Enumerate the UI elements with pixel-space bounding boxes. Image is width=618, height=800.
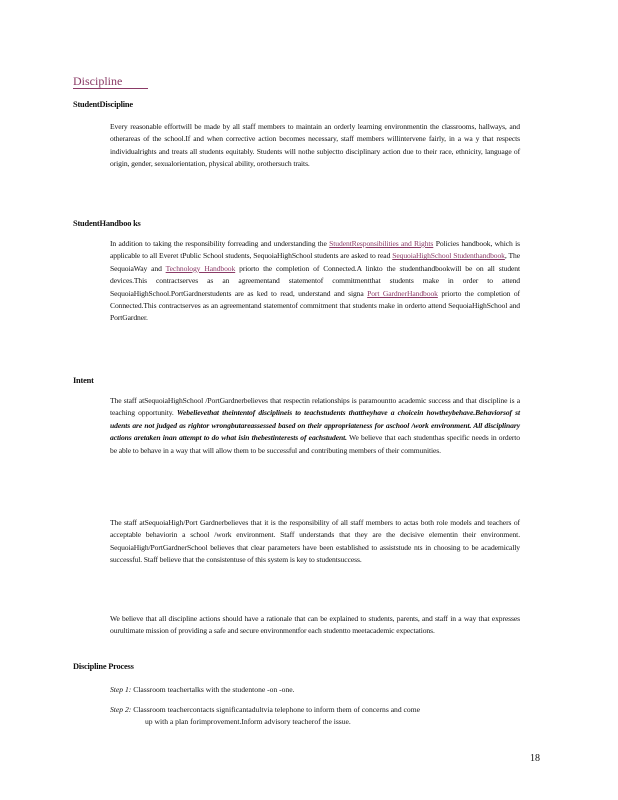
step-2-label: Step 2: xyxy=(110,705,132,714)
paragraph-student-discipline: Every reasonable effortwill be made by all staff members to maintain an orderly learning environmentin the classrooms, hallways, and otherareas of the school.If and when corrective action becomes necessary, staff members willintervene fairly, in a wa y that respects individualrights and treats all students equitably. Students will nothe subjectto disciplinary action due to their race, ethnicity, language of origin, gender, sexualorientation, physical ability, orothersuch traits. xyxy=(110,122,520,169)
process-step-2-continued: up with a plan forimprovement.Inform advisory teacherof the issue. xyxy=(145,717,351,726)
step-2-text: Classroom teachercontacts significantadultvia telephone to inform them of concerns and come xyxy=(133,705,420,714)
step-1-text: Classroom teachertalks with the studentone -on -one. xyxy=(133,685,295,694)
step-1-label: Step 1: xyxy=(110,685,132,694)
paragraph-intent-1 xyxy=(110,395,520,457)
handbooks-text-1: In addition to taking the responsibility forreading and understanding the xyxy=(110,239,330,248)
process-step-1 xyxy=(110,684,520,696)
handbooks-text-3: , The SequoiaWay and xyxy=(110,251,521,273)
handbooks-text-5: priorto the completion of Connected.This contractserves as an agreementand statementof commitment that students make in orderto attend SequoiaHighSchool and PortGardner. xyxy=(110,288,520,323)
heading-discipline-process: Discipline Process xyxy=(73,662,134,671)
intent-emphasis: Webelievethat theintentof disciplineis to teachstudents thattheyhave a choicein howtheybehave.Behaviorsof st udents are not judged as rightor wrongbutareassessed based on their appropriateness for aschool /work environment. All disciplinary actions aretaken inan attempt to do what isin thebestinterests of eachstudent. xyxy=(110,408,520,443)
intent-text-1b: We believe that each studenthas specific needs in orderto be able to behave in a way that will allow them to be successful and contributing members of their communities. xyxy=(110,433,521,455)
heading-student-discipline: StudentDiscipline xyxy=(73,100,133,109)
link-port-gardner-handbook[interactable]: Port GardnerHandbook xyxy=(367,288,438,298)
paragraph-intent-2: The staff atSequoiaHigh/Port Gardnerbelieves that it is the responsibility of all staff members to actas both role models and teachers of acceptable behaviorin a school /work environment. Staff understands that they are the decisive elementin their environment. SequoiaHigh/PortGardnerSchool believes that clear parameters have been established to assiststude nts in choosing to be academically successful. Staff believe that the consistentuse of this system is key to studentsuccess. xyxy=(110,518,520,565)
paragraph-intent-3: We believe that all discipline actions should have a rationale that can be explained to students, parents, and staff in a way that expresses ourultimate mission of providing a safe and secure environmentfor each studentto meetacademic expectations. xyxy=(110,614,520,636)
handbooks-text-4: priorto the completion of Connected.A linkto the studenthandbookwill be on all student devices.This contractserves as an agreementand statementof commitmentthat students make in order to attend SequoiaHighSchool.PortGardnerstudents are as ked to read, understand and signa xyxy=(110,263,521,298)
handbooks-text-2: Policies handbook, which is applicable to all Everet tPublic School students, SequoiaHighSchool students are asked to read xyxy=(110,239,520,261)
link-sequoia-handbook[interactable]: SequoiaHighSchool Studenthandbook xyxy=(392,251,505,261)
heading-intent: Intent xyxy=(73,376,94,385)
process-step-2 xyxy=(110,704,520,716)
intent-text-1a: The staff atSequoiaHighSchool /PortGardnerbelieves that respectin relationships is paramountto academic success and that discipline is a teaching opportunity. xyxy=(110,396,520,418)
heading-student-handbooks: StudentHandboo ks xyxy=(73,219,141,228)
paragraph-handbooks xyxy=(110,238,520,325)
page-title: Discipline xyxy=(73,74,148,89)
page-number: 18 xyxy=(530,753,540,764)
link-technology-handbook[interactable]: Technology Handbook xyxy=(165,263,236,273)
link-student-responsibilities[interactable]: StudentResponsibilities and Rights xyxy=(329,239,434,248)
